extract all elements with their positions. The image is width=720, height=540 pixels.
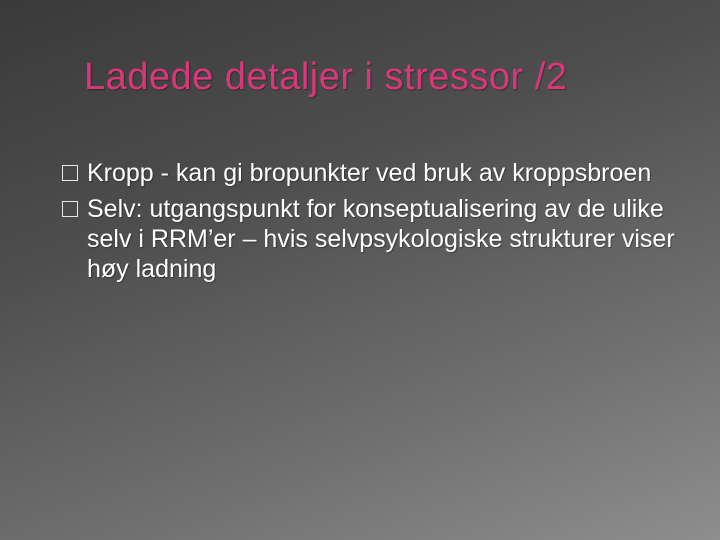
bullet-list: [60, 158, 710, 290]
bullet-item-selv: [60, 194, 710, 284]
bullet-text: - kan gi bropunkter ved bruk av kroppsbroen: [153, 159, 652, 187]
square-bullet-icon: [62, 165, 78, 181]
slide-title: Ladede detaljer i stressor /2: [84, 56, 568, 98]
bullet-label: Selv: [87, 195, 136, 223]
bullet-label: Kropp: [87, 159, 154, 187]
square-bullet-icon: [62, 201, 78, 217]
bullet-text: : utgangspunkt for konseptualisering av de ulike selv i RRM’er – hvis selvpsykologiske strukturer viser høy ladning: [87, 195, 675, 283]
bullet-item-kropp: [60, 158, 710, 188]
